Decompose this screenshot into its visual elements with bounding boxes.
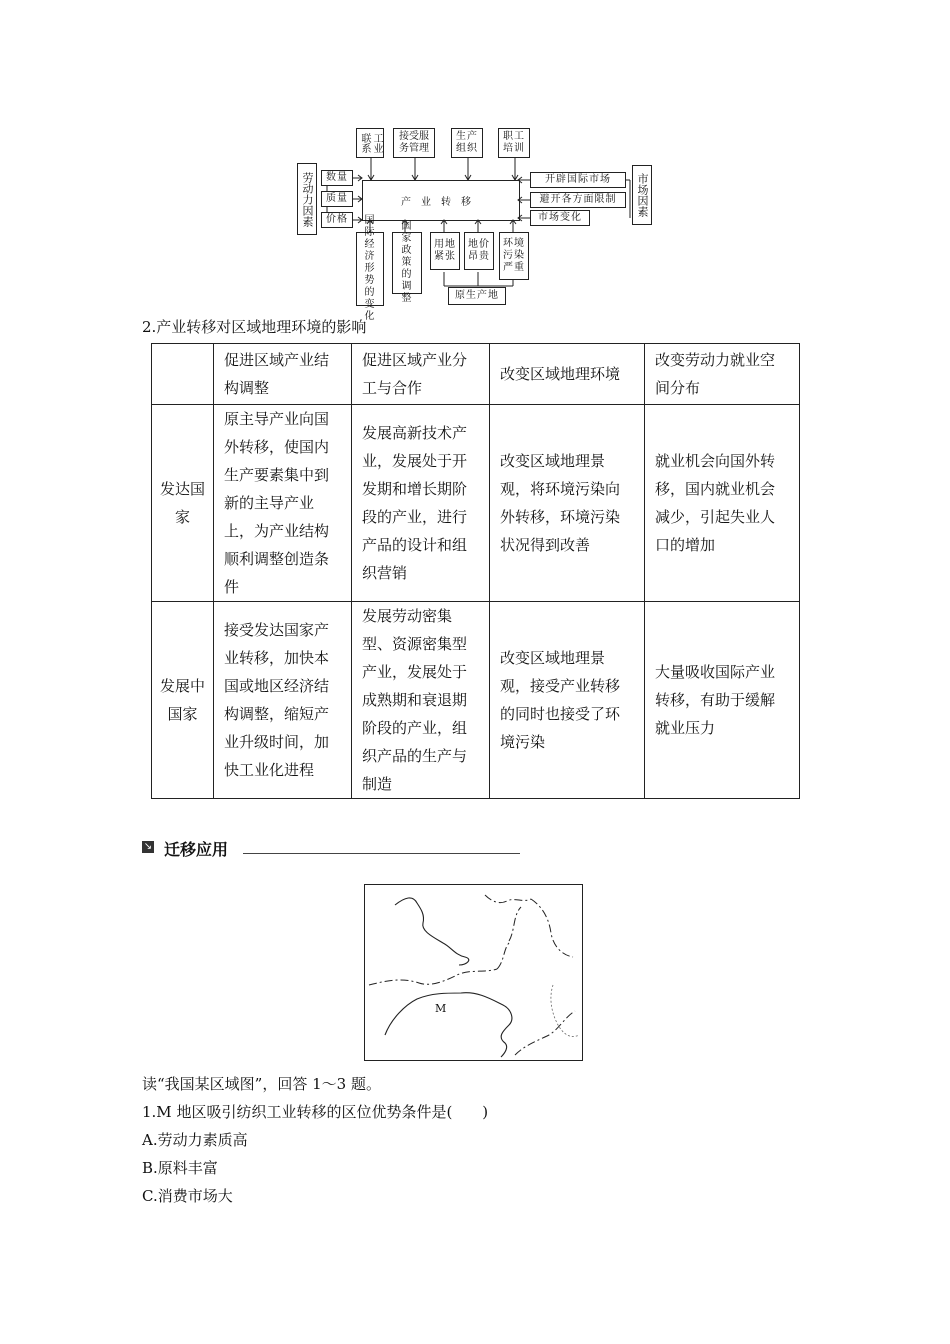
factor-national-policy-text: 国家政策的调整	[401, 221, 413, 304]
labor-item-quality: 质量	[321, 191, 353, 207]
factor-worker-training	[498, 128, 530, 158]
map-label-m: M	[435, 1002, 447, 1015]
labor-item-price: 价格	[321, 212, 353, 228]
factor-worker-training-text: 职工培训	[503, 131, 525, 154]
labor-item-quantity: 数量	[321, 170, 353, 186]
table-cell: 发展劳动密集型、资源密集型产业，发展处于成熟期和衰退期阶段的产业，组织产品的生产与制造	[352, 602, 490, 799]
market-item-avoid-limits: 避开各方面限制	[530, 192, 626, 208]
origin-place: 原生产地	[448, 287, 506, 305]
table-header-row	[152, 344, 800, 405]
table-cell: 改变区域地理景观，将环境污染向外转移，环境污染状况得到改善	[490, 405, 645, 602]
table-header-cell: 改变区域地理环境	[490, 344, 645, 405]
industry-transfer-center: 产业转移	[362, 180, 520, 221]
table-cell: 发展高新技术产业，发展处于开发期和增长期阶段的产业，进行产品的设计和组织营销	[352, 405, 490, 602]
factor-production-organization	[451, 128, 483, 158]
arrow-icon: ↘	[143, 841, 153, 852]
factor-industrial-link: 工业联系	[356, 128, 384, 158]
region-map-lines	[365, 885, 581, 1059]
table-cell: 改变区域地理景观，接受产业转移的同时也接受了环境污染	[490, 602, 645, 799]
factor-service-management	[393, 128, 435, 158]
factor-national-policy	[392, 221, 422, 304]
row-label-developed: 发达国家	[152, 405, 214, 602]
row-label-developing: 发展中国家	[152, 602, 214, 799]
factor-economic-situation	[356, 215, 384, 322]
question-intro: 读“我国某区域图”，回答 1～3 题。	[142, 1075, 381, 1093]
question-1: 1.M 地区吸引纺织工业转移的区位优势条件是( )	[142, 1103, 489, 1121]
factor-economic-situation-text: 国际经济形势的变化	[364, 215, 376, 322]
factor-production-organization-text: 生产组织	[456, 131, 478, 154]
table-cell: 接受发达国家产业转移，加快本国或地区经济结构调整，缩短产业升级时间，加快工业化进程	[214, 602, 352, 799]
labor-factor-label: 劳动力因素	[297, 163, 317, 235]
section-2-title: 2.产业转移对区域地理环境的影响	[142, 318, 367, 336]
option-a: A.劳动力素质高	[142, 1131, 248, 1149]
factor-pollution-text: 环境污染严重	[503, 238, 525, 273]
option-b: B.原料丰富	[142, 1159, 218, 1177]
factor-service-management-text: 接受服务管理	[399, 131, 429, 154]
market-item-change: 市场变化	[530, 210, 590, 226]
migrate-title: 迁移应用	[164, 840, 229, 859]
factor-pollution	[499, 232, 529, 280]
impact-table	[151, 343, 800, 799]
table-header-empty	[152, 344, 214, 405]
table-header-cell: 改变劳动力就业空间分布	[645, 344, 800, 405]
table-cell: 就业机会向国外转移，国内就业机会减少，引起失业人口的增加	[645, 405, 800, 602]
factor-land-price	[464, 232, 494, 270]
option-c: C.消费市场大	[142, 1187, 233, 1205]
migrate-divider	[243, 853, 520, 854]
factor-land-shortage	[430, 232, 460, 270]
table-cell: 原主导产业向国外转移，使国内生产要素集中到新的主导产业上，为产业结构顺利调整创造条件	[214, 405, 352, 602]
factor-land-shortage-text: 用地紧张	[434, 239, 456, 262]
table-header-cell: 促进区域产业结构调整	[214, 344, 352, 405]
factor-land-price-text: 地价昂贵	[468, 239, 490, 262]
table-row-developed	[152, 405, 800, 602]
table-cell: 大量吸收国际产业转移，有助于缓解就业压力	[645, 602, 800, 799]
region-map	[364, 884, 583, 1061]
table-row-developing	[152, 602, 800, 799]
table-header-cell: 促进区域产业分工与合作	[352, 344, 490, 405]
market-item-international: 开辟国际市场	[530, 172, 626, 188]
market-factor-label: 市场因素	[632, 165, 652, 225]
